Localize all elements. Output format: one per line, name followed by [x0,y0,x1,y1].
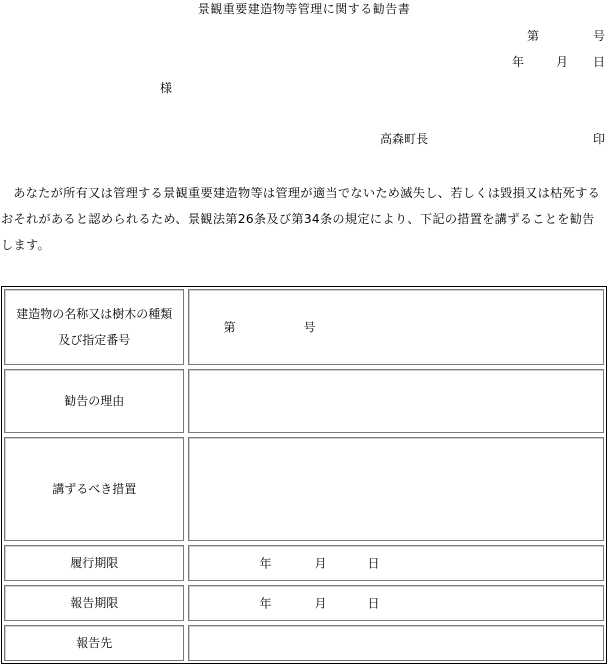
row-value-performance-deadline [188,545,604,581]
issuer-name: 高森町長 [380,132,429,146]
table-row [2,543,606,583]
date-day: 日 [593,55,606,69]
designation-number-prefix: 第 [223,320,236,335]
row-label-structure-name: 建造物の名称又は樹木の種類及び指定番号 [4,289,184,365]
date-month: 月 [556,55,569,69]
document-number-prefix: 第 [527,29,540,43]
document-title: 景観重要建造物等管理に関する勧告書 [197,2,411,16]
table-row [2,367,606,435]
report-day: 日 [367,596,380,611]
document-number-suffix: 号 [593,29,606,43]
report-month: 月 [314,596,327,611]
deadline-day: 日 [367,556,380,571]
row-value-report-deadline [188,585,604,621]
row-value-reason [188,369,604,433]
deadline-year: 年 [259,556,272,571]
advisory-table [1,286,607,664]
date-year: 年 [512,55,525,69]
row-value-structure-name [188,289,604,365]
row-label-report-to: 報告先 [4,625,184,661]
table-row [2,435,606,543]
row-value-measures [188,437,604,541]
table-row [2,287,606,367]
row-value-report-to [188,625,604,661]
body-paragraph: あなたが所有又は管理する景観重要建造物等は管理が適当でないため滅失し、若しくは毀損又は枯死するおそれがあると認められるため、景観法第26条及び第34条の規定により、下記の措置を講ずることを勧告します。 [1,186,601,252]
row-label-reason: 勧告の理由 [4,369,184,433]
designation-number-suffix: 号 [303,320,316,335]
table-row [2,583,606,623]
addressee-suffix: 様 [160,81,173,95]
row-label-performance-deadline: 履行期限 [4,545,184,581]
row-label-measures: 講ずるべき措置 [4,437,184,541]
table-row [2,623,606,663]
seal-mark: 印 [593,132,606,146]
deadline-month: 月 [314,556,327,571]
row-label-report-deadline: 報告期限 [4,585,184,621]
report-year: 年 [259,596,272,611]
